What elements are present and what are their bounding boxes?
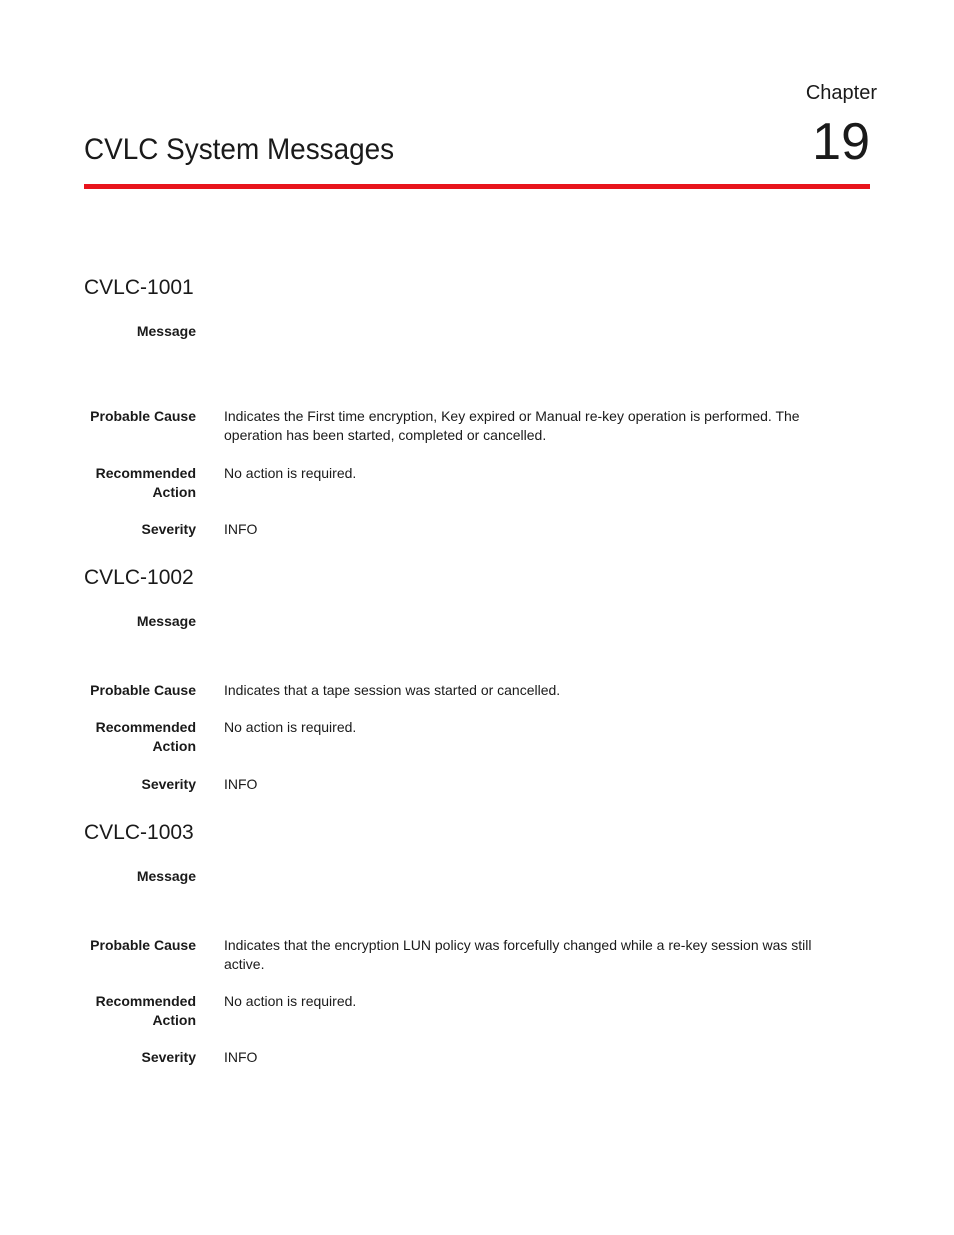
severity-value: INFO [224, 521, 258, 537]
action-label-line: Action [152, 738, 196, 754]
recommended-action-label [56, 992, 196, 1030]
recommended-action-value: No action is required. [224, 993, 357, 1009]
title-rule [84, 184, 870, 189]
message-label: Message [136, 868, 196, 884]
recommended-action-label [56, 464, 196, 502]
probable-cause-label: Probable Cause [90, 682, 196, 698]
recommended-label-line: Recommended [95, 719, 196, 735]
recommended-action-value: No action is required. [224, 465, 357, 481]
severity-value: INFO [224, 1049, 258, 1065]
chapter-label: Chapter [805, 82, 877, 104]
probable-cause-line: Indicates that the encryption LUN policy was forcefully changed while a re-key session was still [224, 937, 812, 953]
message-label: Message [136, 613, 196, 629]
severity-label: Severity [141, 521, 196, 537]
message-label: Message [136, 323, 196, 339]
message-id-heading: CVLC-1001 [84, 276, 194, 299]
probable-cause-value [224, 681, 854, 700]
action-label-line: Action [152, 1012, 196, 1028]
probable-cause-value [224, 936, 854, 974]
recommended-action-value: No action is required. [224, 719, 357, 735]
probable-cause-label: Probable Cause [90, 937, 196, 953]
recommended-label-line: Recommended [95, 993, 196, 1009]
probable-cause-line: Indicates that a tape session was started or cancelled. [224, 682, 561, 698]
action-label-line: Action [152, 484, 196, 500]
probable-cause-label: Probable Cause [90, 408, 196, 424]
severity-label: Severity [141, 1049, 196, 1065]
probable-cause-value [224, 407, 854, 445]
probable-cause-line: active. [224, 956, 265, 972]
probable-cause-line: Indicates the First time encryption, Key expired or Manual re-key operation is performed. The [224, 408, 800, 424]
severity-value: INFO [224, 776, 258, 792]
severity-label: Severity [141, 776, 196, 792]
probable-cause-line: operation has been started, completed or cancelled. [224, 427, 547, 443]
chapter-number: 19 [812, 113, 870, 171]
message-id-heading: CVLC-1002 [84, 566, 194, 589]
message-id-heading: CVLC-1003 [84, 821, 194, 844]
recommended-label-line: Recommended [95, 465, 196, 481]
page-title: CVLC System Messages [84, 133, 395, 166]
recommended-action-label [56, 718, 196, 756]
